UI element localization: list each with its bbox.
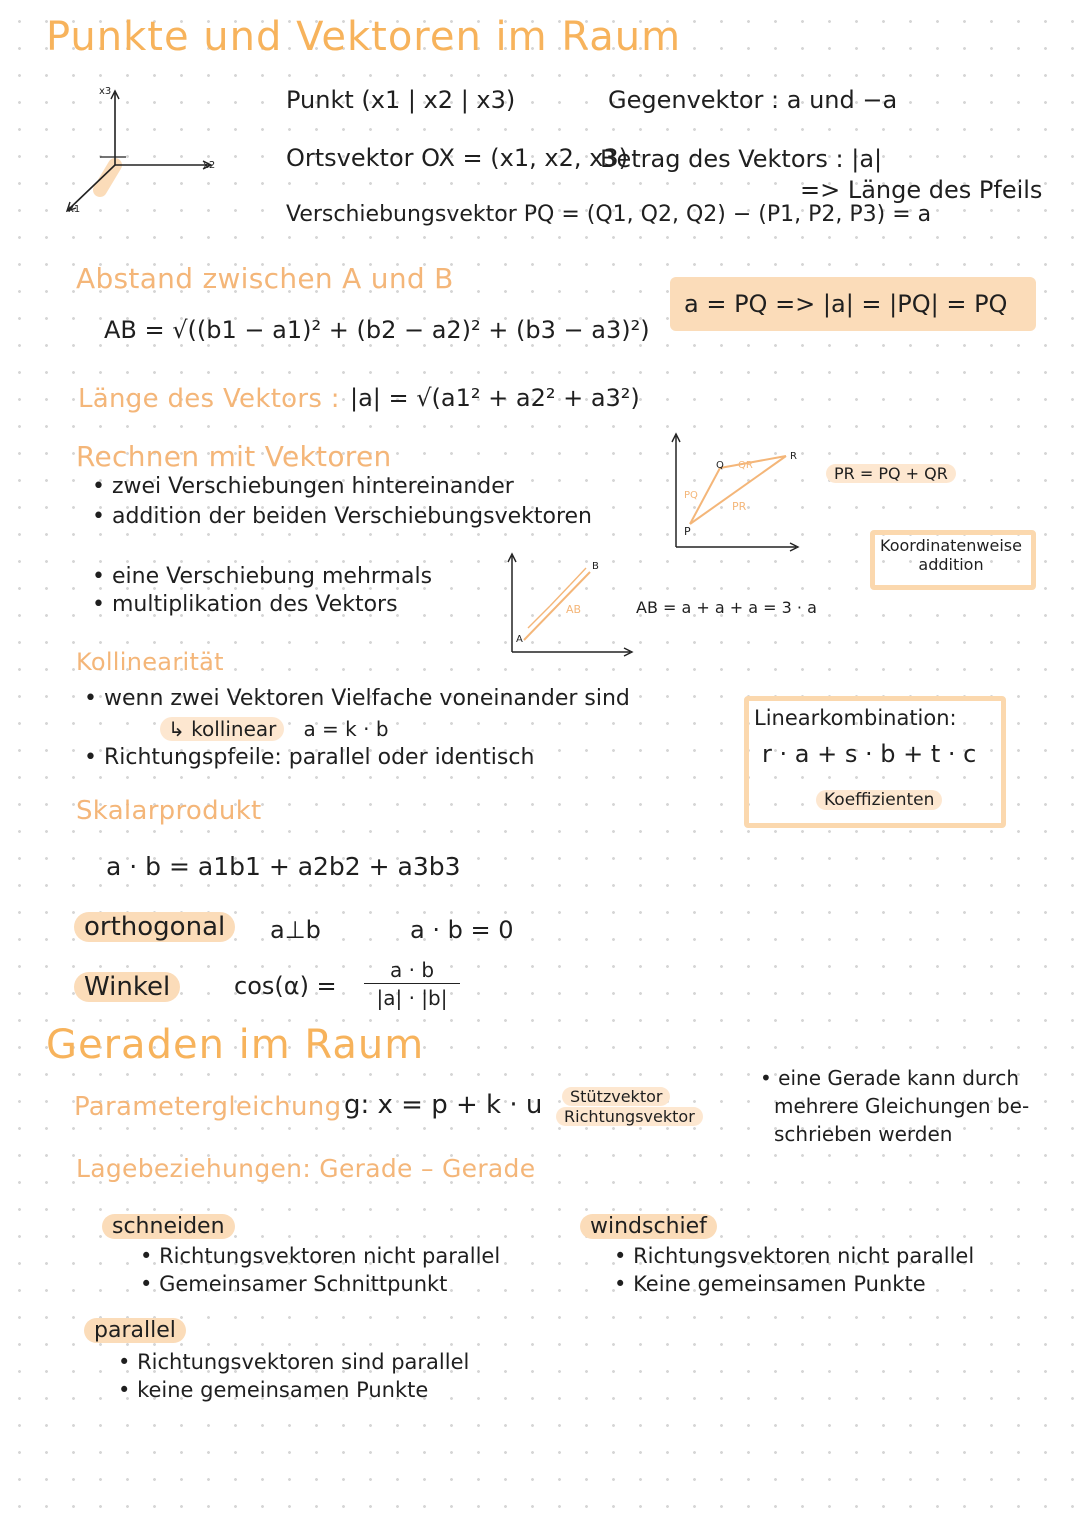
heading-lagebeziehungen: Lagebeziehungen: Gerade – Gerade [76, 1154, 536, 1183]
formula-3a: AB = a + a + a = 3 · a [636, 598, 817, 617]
list-item: • Richtungsvektoren nicht parallel [140, 1244, 501, 1268]
def-ortsvektor: Ortsvektor OX = (x1, x2, x3) [286, 144, 628, 172]
formula-pr: PR = PQ + QR [826, 464, 956, 483]
label-schneiden: schneiden [102, 1214, 235, 1239]
fraction-line [364, 983, 460, 984]
formula-laenge: |a| = √(a1² + a2² + a3²) [350, 384, 640, 412]
axis-x2-label: x2 [203, 160, 216, 171]
axes-3d-diagram [60, 85, 230, 225]
def-punkt: Punkt (x1 | x2 | x3) [286, 86, 516, 114]
formula-abstand: AB = √((b1 − a1)² + (b2 − a2)² + (b3 − a3)²) [104, 316, 650, 344]
list-item: • multiplikation des Vektors [92, 592, 398, 617]
def-laenge-pfeil: => Länge des Pfeils [800, 176, 1043, 204]
axis-x3-label: x3 [99, 86, 112, 97]
vector-pq-label: PQ [684, 490, 698, 501]
linear-koeffizienten: Koeffizienten [816, 790, 942, 810]
list-item: • keine gemeinsamen Punkte [118, 1378, 429, 1402]
list-item: • zwei Verschiebungen hintereinander [92, 474, 514, 499]
list-item: • eine Verschiebung mehrmals [92, 564, 433, 589]
point-q-label: Q [716, 460, 724, 471]
heading-skalarprodukt: Skalarprodukt [76, 796, 262, 826]
label-windschief: windschief [580, 1214, 717, 1239]
formula-skalarprodukt: a · b = a1b1 + a2b2 + a3b3 [106, 852, 461, 881]
formula-orthogonal: a · b = 0 [410, 916, 514, 944]
formula-gerade: g: x = p + k · u [344, 1090, 543, 1120]
list-item: • Richtungsvektoren nicht parallel [614, 1244, 975, 1268]
orth-symbol: a⊥b [270, 916, 321, 944]
heading-parametergleichung: Parametergleichung [74, 1092, 342, 1122]
note-line: schrieben werden [774, 1122, 953, 1146]
heading-laenge: Länge des Vektors : [78, 384, 340, 414]
list-item: • addition der beiden Verschiebungsvektoren [92, 504, 592, 529]
formula-betrag-pq: a = PQ => |a| = |PQ| = PQ [684, 290, 1008, 318]
point-a-label: A [516, 634, 523, 645]
point-b-label: B [592, 561, 599, 572]
list-item: • Keine gemeinsamen Punkte [614, 1272, 926, 1296]
label-richtungsvektor: Richtungsvektor [556, 1108, 703, 1126]
note-line: mehrere Gleichungen be- [774, 1094, 1030, 1118]
heading-rechnen: Rechnen mit Vektoren [76, 440, 392, 473]
point-p-label: P [684, 525, 691, 538]
label-stuetzvektor: Stützvektor [562, 1088, 670, 1106]
vector-ab-label: AB [566, 603, 582, 616]
label-orthogonal: orthogonal [74, 912, 235, 942]
def-verschiebungsvektor: Verschiebungsvektor PQ = (Q1, Q2, Q2) − (P1, P2, P3) = a [286, 202, 932, 227]
def-betrag: Betrag des Vektors : |a| [600, 145, 883, 173]
heading-abstand: Abstand zwischen A und B [76, 262, 454, 295]
list-item: • Gemeinsamer Schnittpunkt [140, 1272, 448, 1296]
def-gegenvektor: Gegenvektor : a und −a [608, 86, 898, 114]
vector-pr-label: PR [732, 500, 747, 513]
linear-title: Linearkombination: [754, 706, 957, 730]
title-geraden: Geraden im Raum [46, 1022, 425, 1068]
linear-formula: r · a + s · b + t · c [762, 740, 977, 768]
winkel-lhs: cos(α) = [234, 972, 337, 1000]
list-item: • wenn zwei Vektoren Vielfache voneinander sind [84, 686, 630, 711]
label-winkel: Winkel [74, 972, 180, 1002]
kollinear-line: ↳ kollinear a = k · b [160, 717, 389, 741]
vector-qr-label: QR [738, 460, 753, 471]
list-item: • Richtungsvektoren sind parallel [118, 1350, 470, 1374]
label-parallel: parallel [84, 1318, 186, 1343]
text-koordinatenweise: Koordinatenweise addition [880, 536, 1022, 574]
title-vektoren: Punkte und Vektoren im Raum [46, 14, 682, 60]
heading-kollinearitaet: Kollinearität [76, 648, 224, 676]
point-r-label: R [790, 451, 797, 462]
note-line: • eine Gerade kann durch [760, 1066, 1020, 1090]
axis-x1-label: x1 [68, 204, 81, 215]
winkel-numerator: a · b [389, 958, 435, 982]
list-item: • Richtungspfeile: parallel oder identisch [84, 745, 535, 770]
winkel-denominator: |a| · |b| [376, 986, 448, 1010]
